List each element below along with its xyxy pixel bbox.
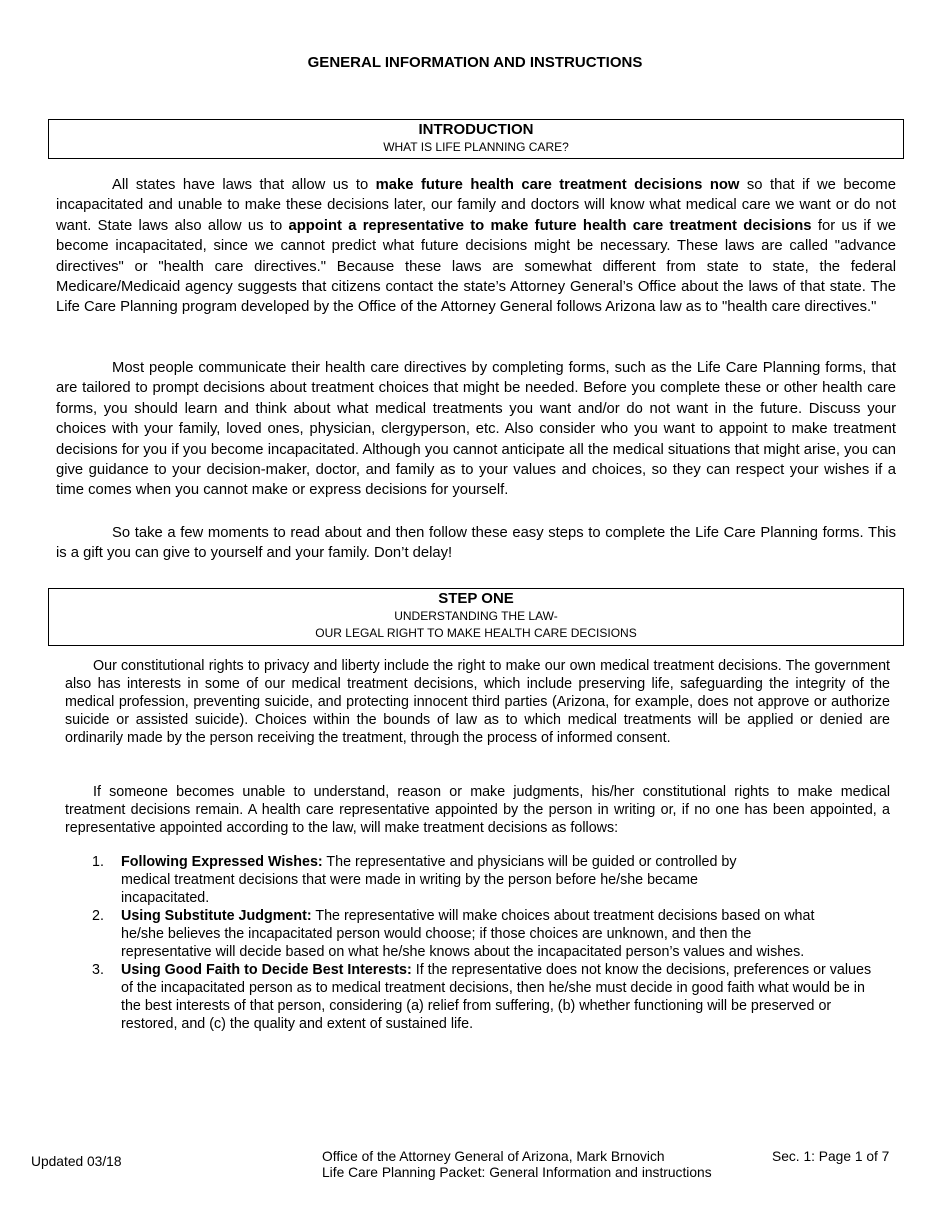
footer-updated-date: Updated 03/18 <box>31 1154 122 1169</box>
footer-page-number: Sec. 1: Page 1 of 7 <box>772 1149 890 1164</box>
list-number: 2. <box>92 908 104 924</box>
list-item-text: If the representative does not know the decisions, preferences or values of the incapacitated person as to medical treatment decisions, then he/she must decide in good faith what would be in the best interests of that person, considering (a) relief from suffering, (b) whether functioning will be preserved or restored, and (c) the quality and extent of sustained life. <box>121 962 872 1032</box>
introduction-paragraph: So take a few moments to read about and then follow these easy steps to complete the Life Care Planning forms. This is a gift you can give to yourself and your family. Don’t delay! <box>56 525 896 562</box>
step-one-heading: STEP ONE <box>438 590 514 607</box>
list-number: 1. <box>92 854 104 870</box>
introduction-subheading: WHAT IS LIFE PLANNING CARE? <box>383 140 569 154</box>
list-item-label: Using Substitute Judgment: <box>121 908 312 924</box>
emphasis-text: make future health care treatment decisions now <box>375 177 740 193</box>
page-title: GENERAL INFORMATION AND INSTRUCTIONS <box>307 54 643 71</box>
step-one-header-box <box>48 588 904 646</box>
step-one-paragraph: Our constitutional rights to privacy and liberty include the right to make our own medical treatment decisions. The government also has interests in some of our medical treatment decisions, which include preserving life, safeguarding the integrity of the medical profession, preventing suicide, and protecting innocent third parties (Arizona, for example, does not approve or authorize suicide or assisted suicide). Choices within the bounds of law as to which medical treatments will be applied or denied are ordinarily made by the person receiving the treatment, through the process of informed consent. <box>65 658 890 746</box>
list-item <box>92 907 831 961</box>
footer-center <box>322 1149 712 1181</box>
emphasis-text: appoint a representative to make future health care treatment decisions <box>288 217 812 234</box>
list-item <box>92 961 881 1033</box>
step-one-subheading: UNDERSTANDING THE LAW- <box>394 609 558 623</box>
list-item <box>92 853 781 907</box>
list-item-text: The representative and physicians will be guided or controlled by medical treatment decisions that were made in writing by the person before he/she became incapacitated. <box>121 854 737 906</box>
footer-packet: Life Care Planning Packet: General Information and instructions <box>322 1165 712 1180</box>
list-number: 3. <box>92 962 104 978</box>
introduction-paragraph: Most people communicate their health care directives by completing forms, such as the Life Care Planning forms, that are tailored to prompt decisions about treatment choices that might be needed. Before you complete these or other health care forms, you should learn and think about what medical treatments you want and/or do not want in the future. Discuss your choices with your family, loved ones, physician, clergyperson, etc. Also consider who you want to appoint to make treatment decisions for you if you become incapacitated. Although you cannot anticipate all the medical situations that might arise, you can give guidance to your decision-maker, doctor, and family as to your values and choices, so they can respect your wishes if a time comes when you cannot make or express decisions for yourself. <box>56 360 896 499</box>
list-item-label: Using Good Faith to Decide Best Interests: <box>121 962 412 978</box>
list-item-text: The representative will make choices about treatment decisions based on what he/she believes the incapacitated person would choose; if those choices are unknown, and then the representative will decide based on what he/she knows about the incapacitated person’s values and wishes. <box>121 908 815 960</box>
introduction-paragraph: All states have laws that allow us to make future health care treatment decisions now so that if we become incapacitated and unable to make these decisions later, our family and doctors will know what medical care we want or do not want. State laws also allow us to appoint a representative to make future health care treatment decisions for us if we become incapacitated, since we cannot predict what future decisions might be necessary. These laws are called "advance directives" or "health care directives." Because these laws are somewhat different from state to state, the federal Medicare/Medicaid agency suggests that citizens contact the state’s Attorney General’s Office about the laws of that state. The Life Care Planning program developed by the Office of the Attorney General follows Arizona law as to "health care directives." <box>56 177 896 316</box>
introduction-heading: INTRODUCTION <box>418 121 534 138</box>
decision-standards-list <box>92 853 882 1033</box>
step-one-subheading: OUR LEGAL RIGHT TO MAKE HEALTH CARE DECISIONS <box>315 626 637 640</box>
list-item-label: Following Expressed Wishes: <box>121 854 323 870</box>
footer-office: Office of the Attorney General of Arizona, Mark Brnovich <box>322 1149 665 1164</box>
step-one-paragraph: If someone becomes unable to understand, reason or make judgments, his/her constitutional rights to make medical treatment decisions remain. A health care representative appointed by the person in writing or, if no one has been appointed, a representative appointed according to the law, will make treatment decisions as follows: <box>65 784 890 836</box>
introduction-header-box <box>48 119 904 159</box>
